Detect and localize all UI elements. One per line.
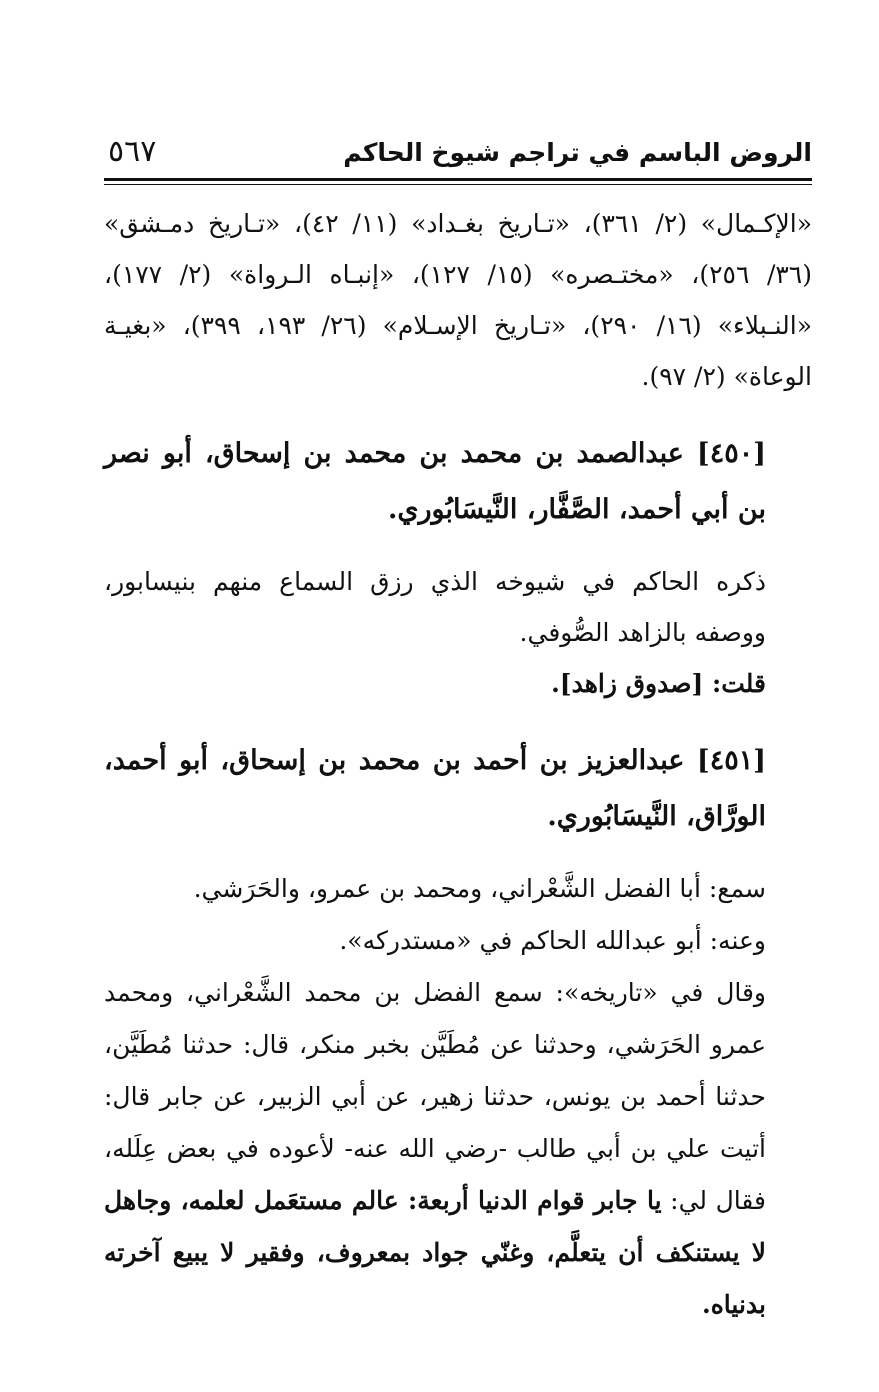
entry-451-hadith-text: يا جابر قوام الدنيا أربعة: عالم مستعَمل لعلمه، وجاهل لا يستنكف أن يتعلَّم، وغنّي جواد بمعروف، وفقير لا يبيع آخرته بدنياه. <box>104 1186 766 1319</box>
entry-451 <box>104 733 812 1331</box>
page-header <box>104 132 812 176</box>
page-number: ٥٦٧ <box>108 134 157 169</box>
entry-451-heard <box>104 863 812 915</box>
entry-451-from-him <box>104 915 812 967</box>
entry-450 <box>104 426 812 709</box>
entry-450-verdict: قلت: [صدوق زاهد]. <box>551 669 766 698</box>
running-title: الروض الباسم في تراجم شيوخ الحاكم <box>343 138 812 167</box>
entry-451-from-him-text: وعنه: أبو عبدالله الحاكم في «مستدركه». <box>339 926 766 955</box>
spacer <box>104 709 812 733</box>
spacer <box>104 402 812 426</box>
page-content <box>104 198 812 1331</box>
entry-451-narration-text: وقال في «تاريخه»: سمع الفضل بن محمد الشَّعْراني، ومحمد عمرو الحَرَشي، وحدثنا عن مُطَيَّن بخبر منكر، قال: حدثنا مُطَيَّن، حدثنا أحمد بن يونس، حدثنا زهير، عن أبي الزبير، عن جابر قال: أتيت علي بن أبي طالب -رضي الله عنه- لأعوده في بعض عِلَله، فقال لي: <box>104 978 767 1215</box>
continuation-references: «الإكـمال» (٢/ ٣٦١)، «تـاريخ بغـداد» (١١/ ٤٢)، «تـاريخ دمـشق» (٣٦/ ٢٥٦)، «مختـصره» (١٥/ ١٢٧)، «إنبـاه الـرواة» (٢/ ١٧٧)، «النـبلاء» (١٦/ ٢٩٠)، «تـاريخ الإسـلام» (٢٦/ ١٩٣، ٣٩٩)، «بغيـة الوعاة» (٢/ ٩٧). <box>104 209 813 391</box>
header-rule-thin <box>104 184 812 185</box>
spacer <box>104 538 812 556</box>
entry-450-body: ذكره الحاكم في شيوخه الذي رزق السماع منهم بنيسابور، ووصفه بالزاهد الصُّوفي. <box>104 567 766 647</box>
entry-451-title: [٤٥١] عبدالعزيز بن أحمد بن محمد بن إسحاق، أبو أحمد، الورَّاق، النَّيسَابُوري. <box>104 745 767 832</box>
entry-450-title: [٤٥٠] عبدالصمد بن محمد بن محمد بن إسحاق، أبو نصر بن أبي أحمد، الصَّفَّار، النَّيسَابُوري. <box>104 438 766 525</box>
header-rule-thick <box>104 178 812 181</box>
spacer <box>104 845 812 863</box>
entry-451-heard-text: سمع: أبا الفضل الشَّعْراني، ومحمد بن عمرو، والحَرَشي. <box>193 874 766 903</box>
entry-451-narration <box>104 967 812 1331</box>
